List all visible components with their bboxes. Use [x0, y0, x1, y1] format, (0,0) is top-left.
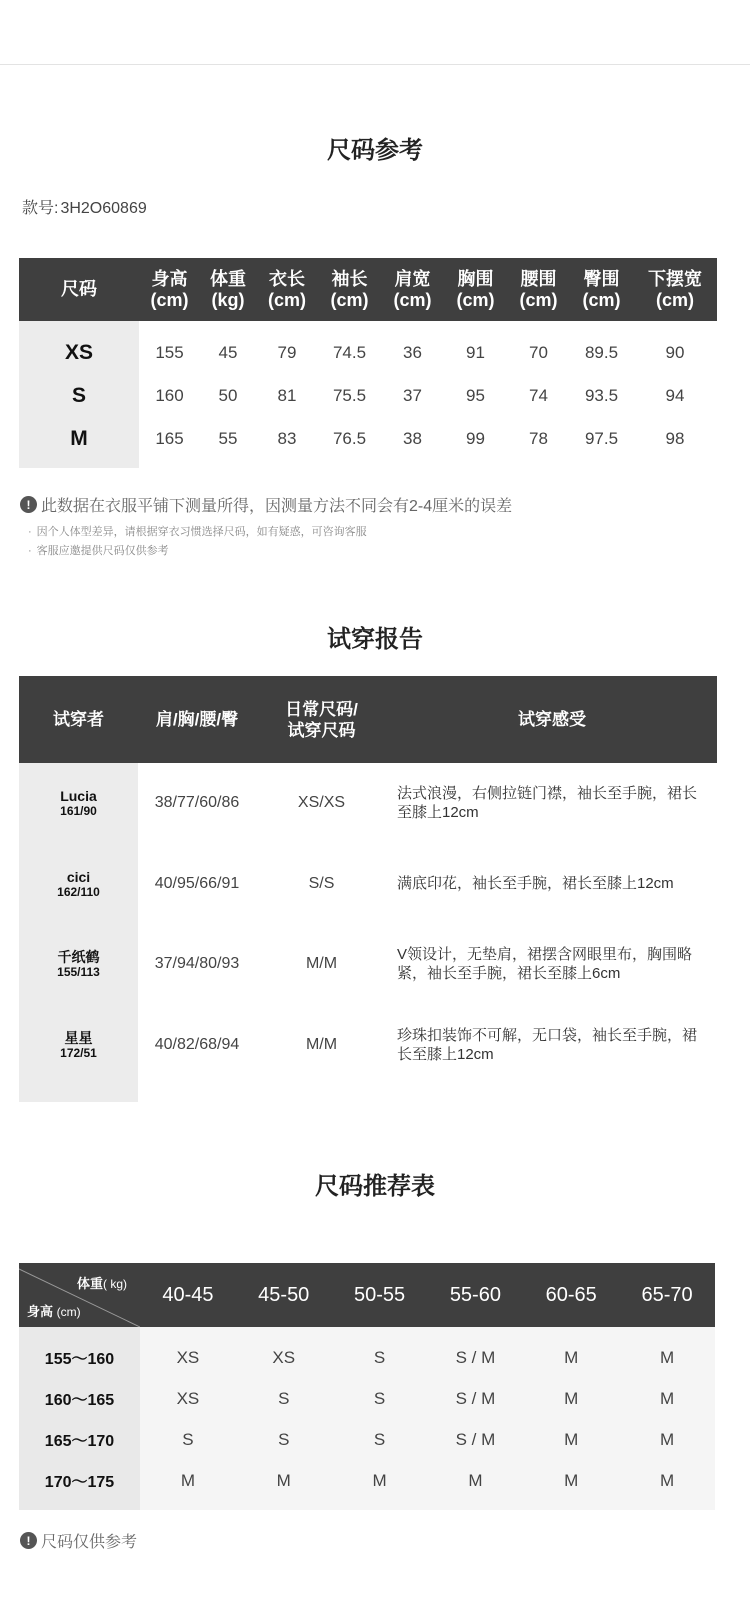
sizes-cell: S/S — [308, 874, 335, 892]
table-cell: 81 — [277, 385, 297, 405]
table-cell: S — [182, 1429, 194, 1449]
table-cell: 165 — [155, 428, 184, 448]
note-item: · 客服应邀提供尺码仅供参考 — [28, 542, 169, 558]
tester-cell: cici 162/110 — [57, 868, 100, 899]
note-item: · 因个人体型差异，请根据穿衣习惯选择尺码，如有疑惑，可咨询客服 — [28, 523, 367, 539]
height-range-label: 165～170 — [44, 1433, 115, 1450]
table-row — [140, 1460, 715, 1501]
measurement-note-text: 此数据在衣服平铺下测量所得，因测量方法不同会有2-4厘米的误差 — [41, 498, 513, 515]
table-cell: M — [564, 1347, 579, 1367]
weight-range-header: 45-50 — [258, 1283, 310, 1306]
sizes-cell: XS/XS — [297, 794, 346, 812]
corner-weight-label: 体重( kg) — [77, 1276, 128, 1291]
header-hem: 下摆宽 (cm) — [648, 268, 702, 310]
table-cell: 155 — [155, 342, 184, 362]
recommend-footnote-text: 尺码仅供参考 — [41, 1534, 138, 1551]
height-range-label: 170～175 — [44, 1474, 115, 1491]
style-number-value: 3H2O60869 — [60, 200, 147, 217]
table-cell: XS — [176, 1388, 200, 1408]
table-cell: 79 — [277, 342, 297, 362]
recommend-title: 尺码推荐表 — [315, 1173, 435, 1200]
table-cell: M — [564, 1429, 579, 1449]
table-cell: 94 — [665, 385, 685, 405]
size-table — [19, 258, 717, 468]
fit-report-table — [19, 676, 717, 1102]
table-cell: 83 — [277, 428, 297, 448]
table-row — [140, 1419, 715, 1460]
height-range-label: 155～160 — [44, 1351, 115, 1368]
table-cell: S / M — [455, 1347, 496, 1367]
sizes-cell: M/M — [305, 1035, 338, 1053]
table-cell: 99 — [466, 428, 485, 448]
header-corner — [19, 1263, 140, 1327]
height-range-label: 160～165 — [44, 1392, 115, 1409]
header-weight: 体重 (kg) — [210, 268, 246, 310]
size-label: S — [71, 383, 86, 407]
size-label-column — [19, 321, 139, 468]
table-cell: 93.5 — [584, 385, 619, 405]
exclamation-circle-icon: ! — [20, 1532, 37, 1549]
table-cell: M — [564, 1470, 579, 1490]
table-cell: S / M — [455, 1429, 496, 1449]
table-cell: 70 — [529, 342, 548, 362]
table-cell: 36 — [403, 342, 422, 362]
size-label: M — [70, 426, 88, 450]
tester-cell: 千纸鹤 155/113 — [57, 949, 100, 980]
recommend-values — [140, 1327, 715, 1510]
header-tester: 试穿者 — [53, 710, 104, 729]
style-number-label: 款号: — [22, 200, 59, 217]
feedback-cell: 珍珠扣装饰不可解，无口袋，袖长至手腕，裙长至膝上12cm — [397, 1026, 698, 1063]
table-cell: 78 — [529, 428, 548, 448]
header-sizes: 日常尺码/ 试穿尺码 — [285, 699, 358, 740]
size-table-header — [19, 258, 717, 321]
measure-cell: 40/82/68/94 — [154, 1035, 240, 1053]
table-cell: XS — [176, 1347, 200, 1367]
recommend-body — [19, 1327, 715, 1510]
table-cell: M — [468, 1470, 483, 1490]
table-row — [138, 763, 717, 844]
measure-cell: 37/94/80/93 — [154, 955, 240, 973]
table-cell: M — [659, 1388, 675, 1408]
table-cell: 37 — [403, 385, 422, 405]
table-cell: S — [373, 1388, 386, 1408]
table-cell: 95 — [466, 385, 485, 405]
weight-range-header: 55-60 — [449, 1283, 501, 1306]
fit-report-body — [19, 763, 717, 1102]
table-cell: 160 — [155, 385, 184, 405]
table-row — [138, 844, 717, 925]
top-divider — [0, 64, 750, 65]
table-cell: XS — [272, 1347, 296, 1367]
fit-details — [138, 763, 717, 1102]
table-cell: M — [180, 1470, 195, 1490]
table-cell: 38 — [403, 428, 422, 448]
measurement-note — [20, 493, 512, 516]
weight-range-header: 50-55 — [353, 1283, 406, 1306]
header-waist: 腰围 (cm) — [519, 268, 558, 310]
measure-cell: 38/77/60/86 — [154, 794, 240, 812]
feedback-cell: V领设计，无垫肩，裙摆含网眼里布，胸围略紧，袖长至手腕，裙长至膝上6cm — [397, 946, 693, 983]
fit-report-header — [19, 676, 717, 763]
header-height: 身高 (cm) — [150, 268, 189, 310]
style-number — [20, 195, 147, 218]
table-cell: S / M — [455, 1388, 496, 1408]
table-cell: 74.5 — [332, 342, 367, 362]
table-cell: M — [276, 1470, 291, 1490]
weight-range-header: 40-45 — [162, 1283, 214, 1306]
table-cell: 75.5 — [332, 385, 367, 405]
header-hip: 臀围 (cm) — [582, 268, 621, 310]
weight-range-header: 60-65 — [545, 1283, 597, 1306]
size-label: XS — [64, 340, 93, 364]
corner-height-label: 身高 (cm) — [27, 1304, 81, 1319]
table-cell: 55 — [218, 428, 238, 448]
weight-range-header: 65-70 — [641, 1283, 693, 1306]
recommend-header — [19, 1263, 715, 1327]
sizes-cell: M/M — [305, 955, 338, 973]
table-cell: S — [373, 1347, 386, 1367]
header-shoulder: 肩宽 (cm) — [393, 268, 432, 310]
table-cell: 98 — [665, 428, 685, 448]
height-column — [19, 1327, 140, 1510]
tester-cell: Lucia 161/90 — [60, 788, 97, 819]
recommend-footnote — [20, 1529, 137, 1552]
table-cell: M — [564, 1388, 579, 1408]
table-row — [140, 1337, 715, 1378]
feedback-cell: 法式浪漫，右侧拉链门襟，袖长至手腕，裙长至膝上12cm — [397, 785, 698, 822]
size-recommend-table — [19, 1263, 715, 1510]
table-row — [138, 924, 717, 1005]
header-measurements: 肩/胸/腰/臀 — [155, 710, 239, 729]
table-row — [139, 374, 717, 417]
table-cell: 90 — [665, 342, 685, 362]
table-cell: M — [372, 1470, 387, 1490]
table-cell: 91 — [466, 342, 485, 362]
table-row — [140, 1378, 715, 1419]
table-cell: S — [278, 1429, 290, 1449]
header-bust: 胸围 (cm) — [456, 268, 495, 310]
table-cell: 45 — [218, 342, 238, 362]
header-feedback: 试穿感受 — [518, 710, 586, 729]
table-row — [139, 417, 717, 460]
header-size: 尺码 — [61, 279, 97, 299]
size-table-body — [19, 321, 717, 468]
table-cell: 74 — [529, 385, 548, 405]
size-reference-title: 尺码参考 — [327, 137, 423, 164]
table-cell: M — [659, 1429, 675, 1449]
table-cell: 50 — [218, 385, 238, 405]
table-cell: S — [373, 1429, 386, 1449]
table-cell: M — [659, 1347, 675, 1367]
table-cell: 76.5 — [332, 428, 367, 448]
tester-cell: 星星 172/51 — [60, 1029, 97, 1060]
exclamation-circle-icon: ! — [20, 496, 37, 513]
size-values — [139, 321, 717, 468]
tester-column — [19, 763, 138, 1102]
table-cell: S — [278, 1388, 290, 1408]
table-cell: 97.5 — [584, 428, 619, 448]
header-length: 衣长 (cm) — [267, 268, 306, 310]
table-row — [138, 1005, 717, 1086]
fit-report-title: 试穿报告 — [327, 626, 423, 653]
table-row — [139, 331, 717, 374]
table-cell: 89.5 — [584, 342, 619, 362]
table-cell: M — [659, 1470, 675, 1490]
measure-cell: 40/95/66/91 — [154, 874, 240, 892]
header-sleeve: 袖长 (cm) — [330, 268, 369, 310]
feedback-cell: 满底印花，袖长至手腕，裙长至膝上12cm — [397, 875, 674, 893]
